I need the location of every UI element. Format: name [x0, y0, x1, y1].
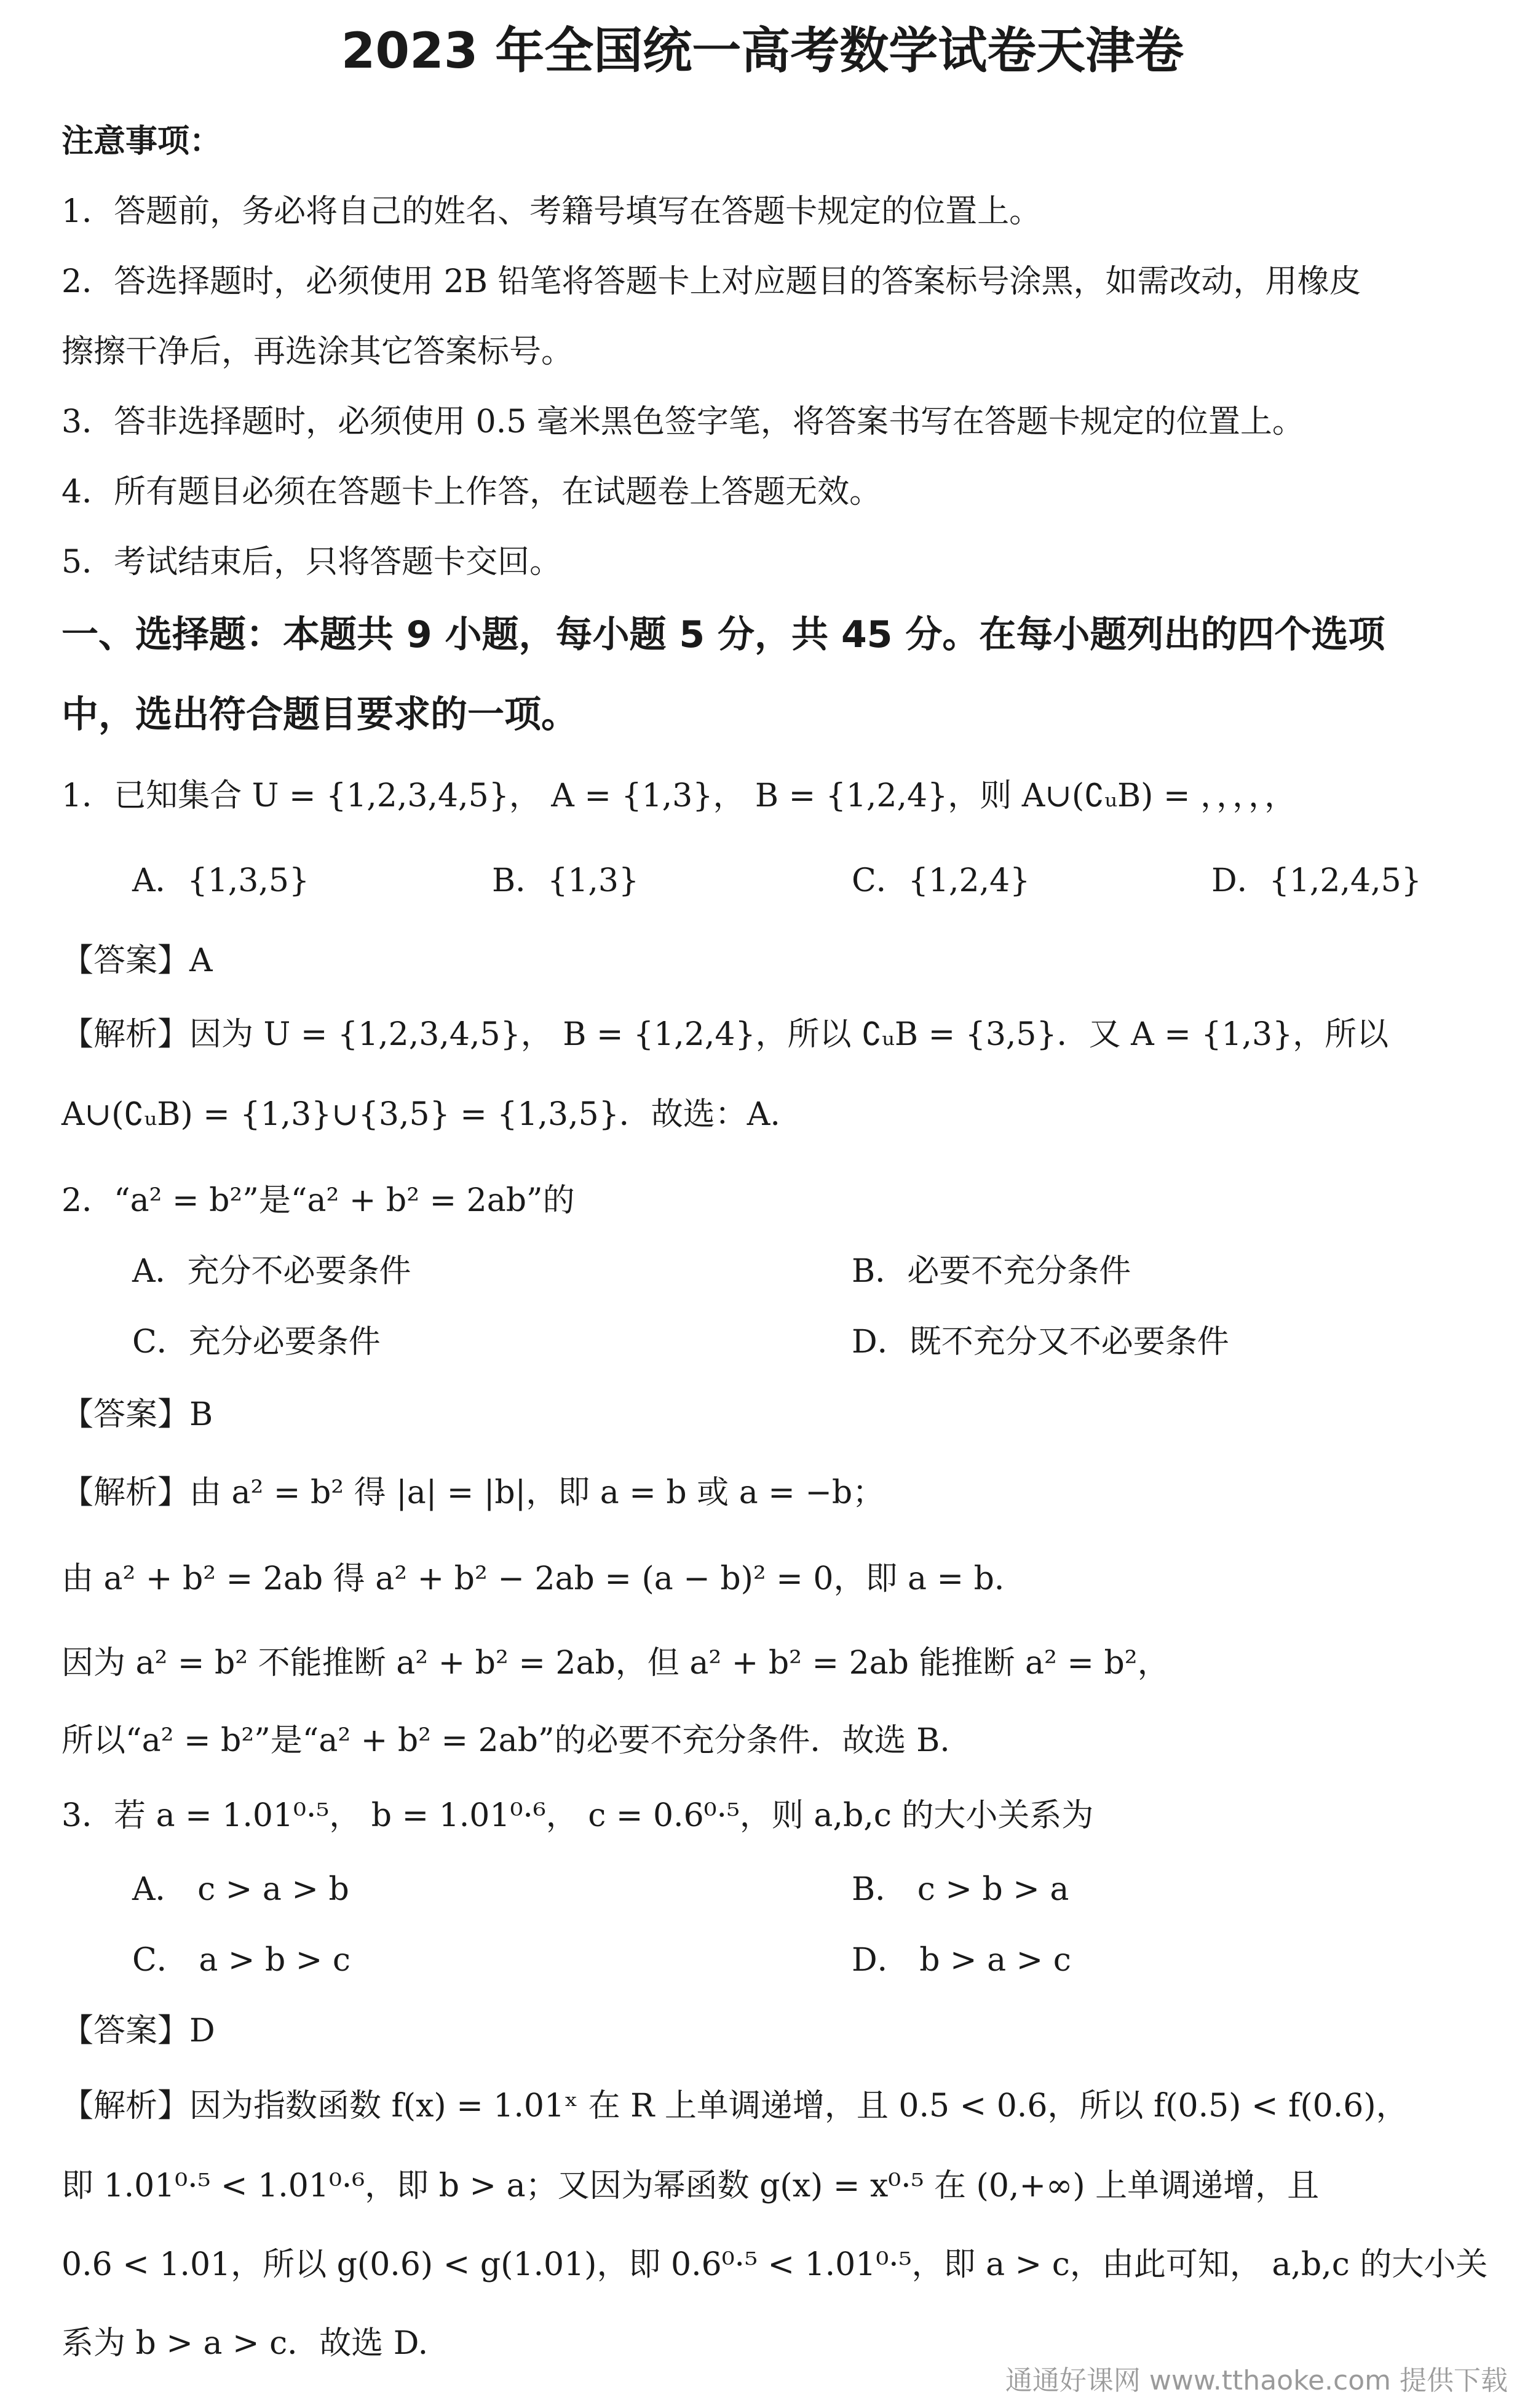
question-2-option-c: C．充分必要条件 — [132, 1324, 381, 1361]
notice-item-3: 3．答非选择题时，必须使用 0.5 毫米黑色签字笔，将答案书写在答题卡规定的位置上。 — [61, 403, 1304, 440]
section-heading-line-1: 一、选择题：本题共 9 小题，每小题 5 分，共 45 分。在每小题列出的四个选项 — [61, 613, 1385, 656]
question-2-analysis-1: 【解析】由 a² = b² 得 |a| = |b|，即 a = b 或 a = −b； — [61, 1474, 885, 1511]
question-2-stem: 2．“a² = b²”是“a² + b² = 2ab”的 — [61, 1182, 575, 1219]
question-2-answer: 【答案】B — [61, 1396, 213, 1433]
notice-item-2-cont: 擦擦干净后，再选涂其它答案标号。 — [61, 333, 574, 370]
section-heading-line-2: 中，选出符合题目要求的一项。 — [61, 693, 578, 736]
question-2-analysis-2: 由 a² + b² = 2ab 得 a² + b² − 2ab = (a − b)² = 0，即 a = b． — [61, 1560, 1026, 1597]
notice-heading: 注意事项： — [61, 123, 222, 160]
question-3-analysis-1: 【解析】因为指数函数 f(x) = 1.01ˣ 在 R 上单调递增，且 0.5 < 0.6，所以 f(0.5) < f(0.6)， — [61, 2088, 1408, 2124]
question-2-option-a: A．充分不必要条件 — [132, 1253, 411, 1290]
notice-item-4: 4．所有题目必须在答题卡上作答，在试题卷上答题无效。 — [61, 474, 882, 511]
question-3-analysis-2: 即 1.01⁰·⁵ < 1.01⁰·⁶，即 b > a；又因为幂函数 g(x) = x⁰·⁵ 在 (0,+∞) 上单调递增，且 — [61, 2168, 1320, 2204]
question-2-analysis-3: 因为 a² = b² 不能推断 a² + b² = 2ab，但 a² + b² = 2ab 能推断 a² = b²， — [61, 1645, 1170, 1682]
question-1-option-d: D．{1,2,4,5} — [1211, 862, 1422, 899]
question-3-option-c: C． a > b > c — [132, 1942, 351, 1979]
question-3-answer: 【答案】D — [61, 2013, 215, 2049]
question-3-option-b: B． c > b > a — [852, 1871, 1069, 1908]
question-2-analysis-4: 所以“a² = b²”是“a² + b² = 2ab”的必要不充分条件．故选 B. — [61, 1722, 950, 1759]
question-1-option-b: B．{1,3} — [492, 862, 640, 899]
question-3-option-a: A． c > a > b — [132, 1871, 349, 1908]
question-3-stem: 3．若 a = 1.01⁰·⁵， b = 1.01⁰·⁶， c = 0.6⁰·⁵，则 a,b,c 的大小关系为 — [61, 1797, 1094, 1834]
question-1-analysis-2: A∪(∁ᵤB) = {1,3}∪{3,5} = {1,3,5}．故选：A. — [61, 1096, 780, 1133]
question-1-answer: 【答案】A — [61, 942, 213, 979]
page-title: 2023 年全国统一高考数学试卷天津卷 — [341, 22, 1184, 79]
question-1-option-a: A．{1,3,5} — [132, 862, 310, 899]
question-1-analysis-1: 【解析】因为 U = {1,2,3,4,5}， B = {1,2,4}，所以 ∁ᵤB = {3,5}．又 A = {1,3}，所以 — [61, 1016, 1389, 1053]
watermark-text: 通通好课网 www.tthaoke.com 提供下载 — [1005, 2365, 1508, 2396]
question-3-analysis-3: 0.6 < 1.01，所以 g(0.6) < g(1.01)，即 0.6⁰·⁵ < 1.01⁰·⁵，即 a > c，由此可知， a,b,c 的大小关 — [61, 2246, 1488, 2283]
question-1-stem: 1．已知集合 U = {1,2,3,4,5}， A = {1,3}， B = {1,2,4}，则 A∪(∁ᵤB) = ，，，，， — [61, 777, 1297, 814]
question-2-option-b: B．必要不充分条件 — [852, 1253, 1131, 1290]
question-3-option-d: D． b > a > c — [852, 1942, 1071, 1979]
question-3-analysis-4: 系为 b > a > c．故选 D. — [61, 2325, 429, 2362]
question-2-option-d: D．既不充分又不必要条件 — [852, 1324, 1229, 1361]
notice-item-2: 2．答选择题时，必须使用 2B 铅笔将答题卡上对应题目的答案标号涂黑，如需改动，用橡皮 — [61, 263, 1361, 300]
notice-item-5: 5．考试结束后，只将答题卡交回。 — [61, 544, 562, 581]
question-1-option-c: C．{1,2,4} — [852, 862, 1031, 899]
notice-item-1: 1．答题前，务必将自己的姓名、考籍号填写在答题卡规定的位置上。 — [61, 193, 1042, 230]
